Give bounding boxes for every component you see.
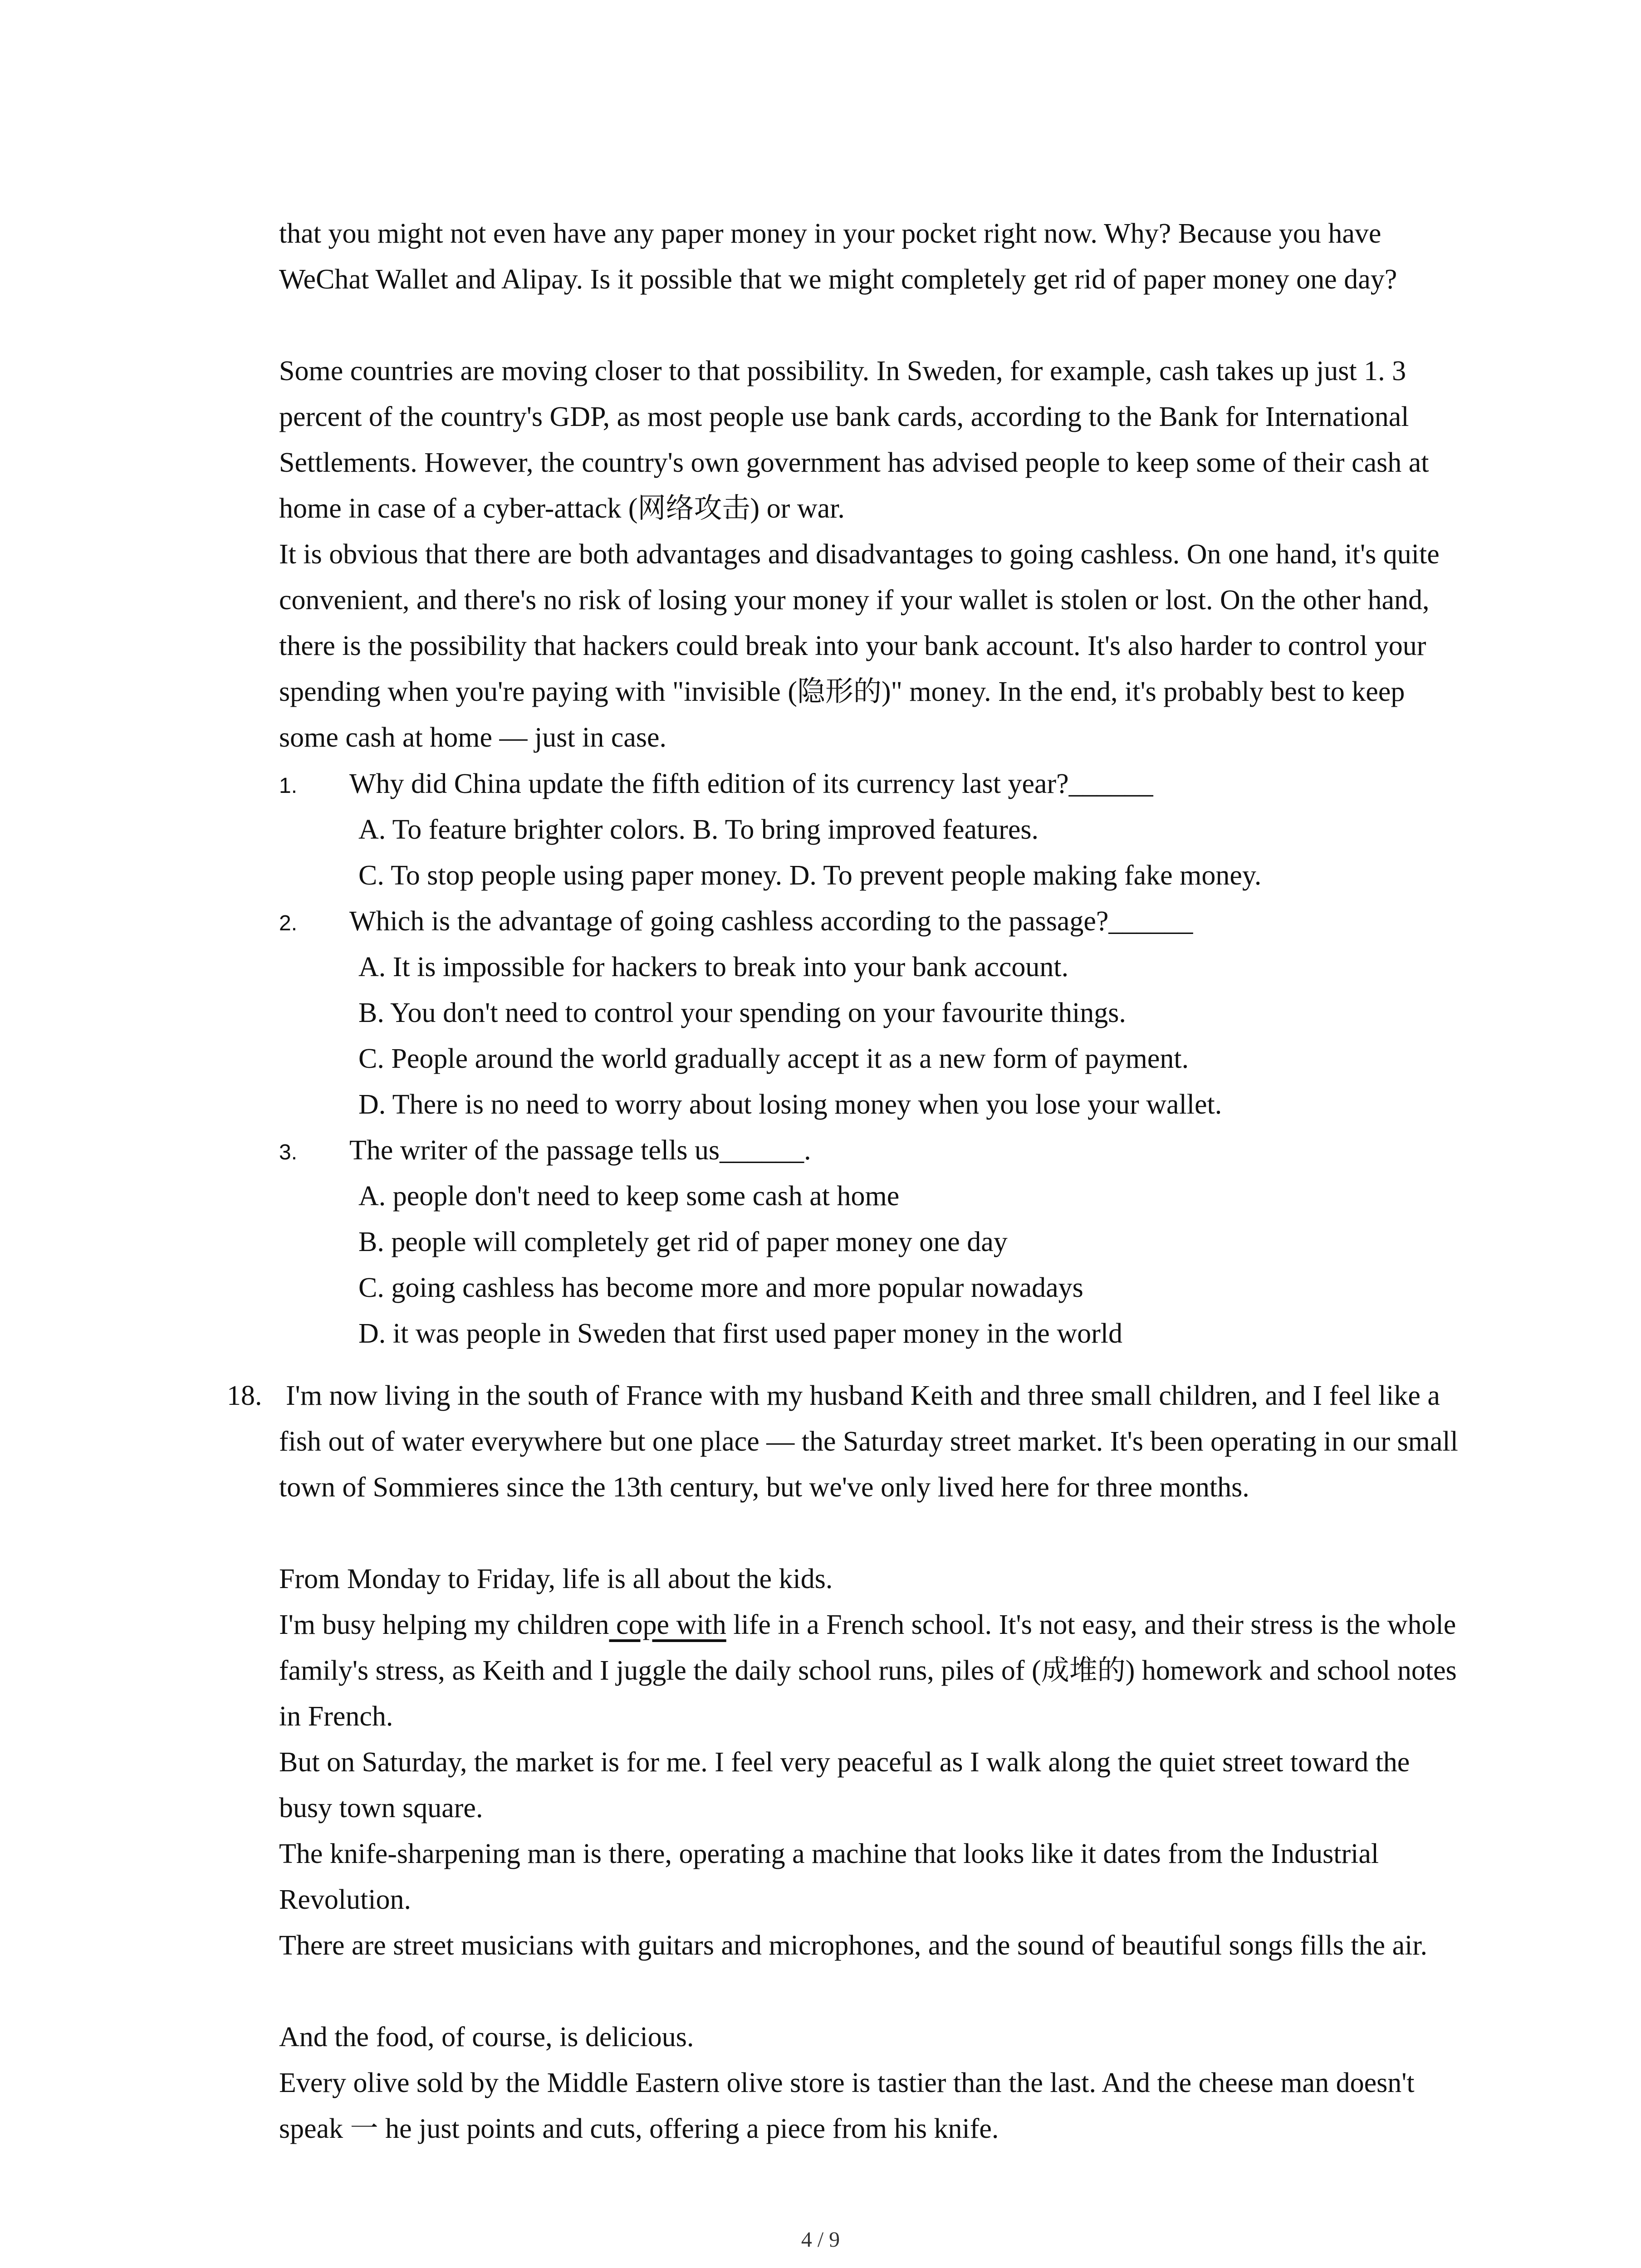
question-1-option-row-1: A. To feature brighter colors. B. To bring improved features. (358, 814, 1039, 845)
passage-18-paragraph-3 (279, 1602, 1464, 1740)
question-1-option-row-2: C. To stop people using paper money. D. To prevent people making fake money. (358, 860, 1262, 891)
question-2-text: Which is the advantage of going cashless according to the passage?______ (349, 906, 1193, 937)
passage-17-paragraph-1: that you might not even have any paper money in your pocket right now. Why? Because you have WeChat Wallet and Alipay. Is it possible that we might completely get rid of paper money one day? (279, 218, 1397, 295)
question-2-option-c: C. People around the world gradually accept it as a new form of payment. (358, 1043, 1189, 1074)
question-2-option-a: A. It is impossible for hackers to break into your bank account. (358, 952, 1069, 982)
passage-18-paragraph-3-rest: life in a French school. It's not easy, and their stress is the whole family's stress, as Keith and I juggle the daily school runs, piles of (成堆的) homework and school notes in French. (279, 1609, 1464, 1732)
passage-18-paragraph-4: But on Saturday, the market is for me. I feel very peaceful as I walk along the quiet street toward the busy town square. (279, 1747, 1417, 1823)
question-1-number: 1. (279, 774, 298, 798)
question-18-number: 18. (227, 1380, 262, 1411)
question-3-option-c: C. going cashless has become more and more popular nowadays (358, 1272, 1083, 1303)
passage-17-paragraph-2: Some countries are moving closer to that possibility. In Sweden, for example, cash takes up just 1. 3 percent of the country's GDP, as most people use bank cards, according to the Bank for International Settlements. However, the country's own government has advised people to keep some of their cash at home in case of a cyber-attack (网络攻击) or war. (279, 356, 1436, 524)
underlined-phrase: cope with (609, 1609, 726, 1640)
passage-18-paragraph-6: There are street musicians with guitars and microphones, and the sound of beautiful songs fills the air. (279, 1930, 1428, 1961)
question-2-number: 2. (279, 911, 298, 935)
question-3-option-a: A. people don't need to keep some cash at home (358, 1181, 900, 1212)
page-number: 4 / 9 (801, 2228, 840, 2252)
question-3-number: 3. (279, 1140, 298, 1164)
passage-18-paragraph-1: I'm now living in the south of France with my husband Keith and three small children, and I feel like a fish out of water everywhere but one place — the Saturday street market. It's been operating in our small town of Sommieres since the 13th century, but we've only lived here for three months. (279, 1380, 1465, 1503)
passage-18-paragraph-2: From Monday to Friday, life is all about the kids. (279, 1564, 833, 1594)
question-3-option-b: B. people will completely get rid of paper money one day (358, 1227, 1008, 1257)
passage-18-paragraph-5: The knife-sharpening man is there, operating a machine that looks like it dates from the Industrial Revolution. (279, 1838, 1386, 1915)
passage-17-paragraph-3: It is obvious that there are both advantages and disadvantages to going cashless. On one hand, it's quite convenient, and there's no risk of losing your money if your wallet is stolen or lost. On the other hand, there is the possibility that hackers could break into your bank account. It's also harder to control your spending when you're paying with "invisible (隐形的)" money. In the end, it's probably best to keep some cash at home — just in case. (279, 539, 1447, 753)
question-1-text: Why did China update the fifth edition of its currency last year?______ (349, 768, 1153, 799)
question-2-option-b: B. You don't need to control your spending on your favourite things. (358, 997, 1126, 1028)
question-3-text: The writer of the passage tells us______. (349, 1135, 811, 1166)
question-3-option-d: D. it was people in Sweden that first used paper money in the world (358, 1318, 1122, 1349)
passage-18-paragraph-7: And the food, of course, is delicious. (279, 2022, 694, 2053)
passage-18-paragraph-8: Every olive sold by the Middle Eastern olive store is tastier than the last. And the cheese man doesn't speak 一 he just points and cuts, offering a piece from his knife. (279, 2068, 1422, 2144)
question-2-option-d: D. There is no need to worry about losing money when you lose your wallet. (358, 1089, 1222, 1120)
passage-18-paragraph-3-start: I'm busy helping my children (279, 1609, 609, 1640)
